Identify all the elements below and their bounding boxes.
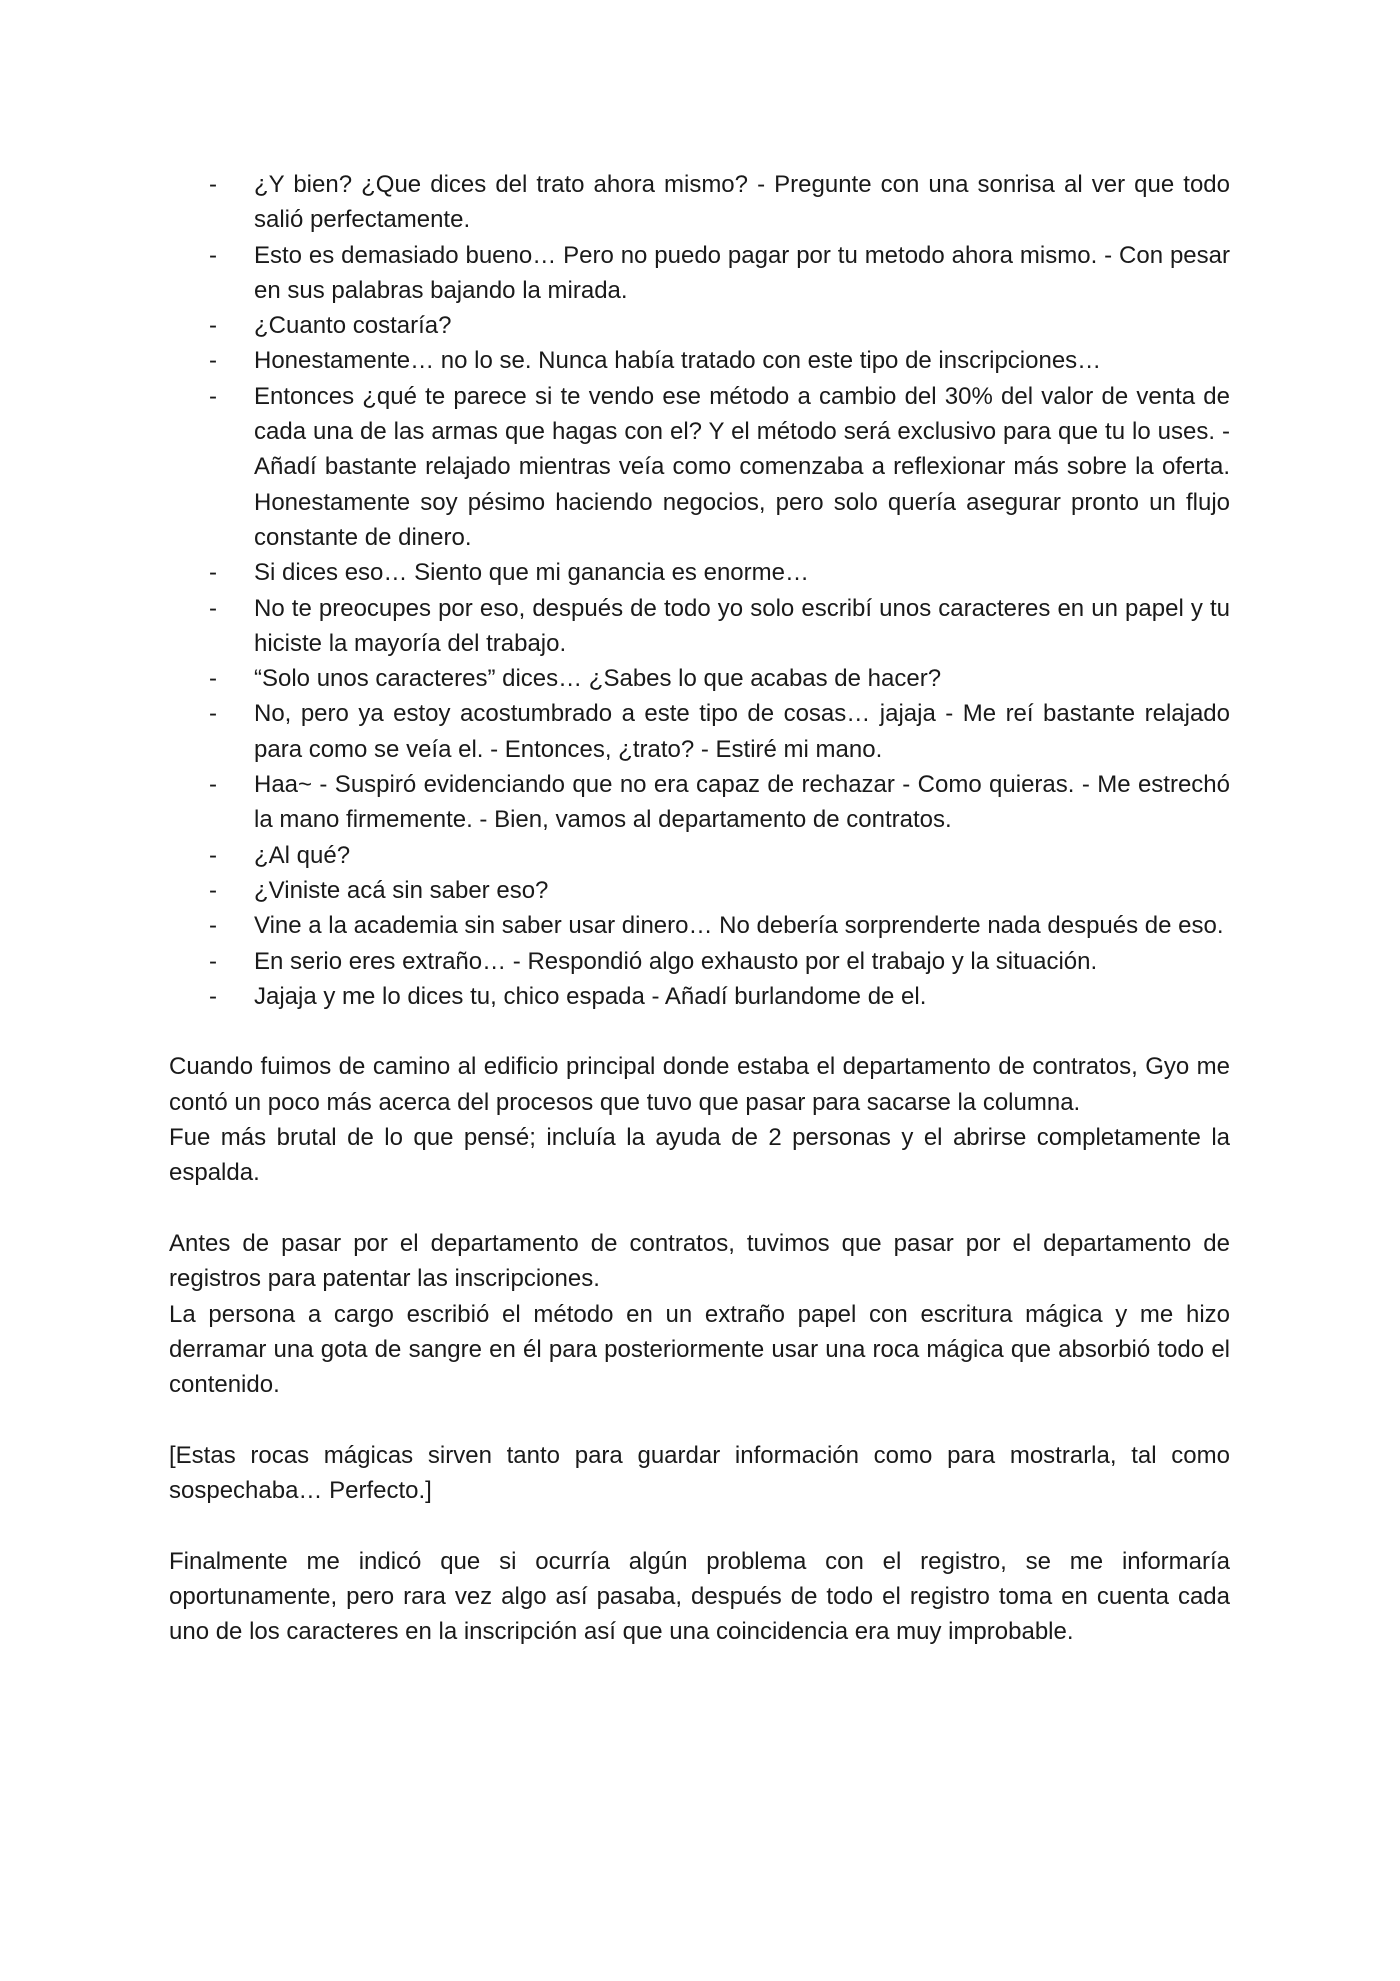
dialogue-line: - Si dices eso… Siento que mi ganancia es enorme… [169,555,1230,590]
narrative-paragraph: Finalmente me indicó que si ocurría algún problema con el registro, se me informaría oportunamente, pero rara vez algo así pasaba, después de todo el registro toma en cuenta cada uno de los caracteres en la inscripción así que una coincidencia era muy improbable. [169,1547,1230,1646]
dialogue-line: - Jajaja y me lo dices tu, chico espada - Añadí burlandome de el. [169,979,1230,1014]
dialogue-line: - Esto es demasiado bueno… Pero no puedo pagar por tu metodo ahora mismo. - Con pesar en sus palabras bajando la mirada. [169,238,1230,309]
paragraph-spacer [169,1014,1230,1049]
dialogue-line: - ¿Y bien? ¿Que dices del trato ahora mismo? - Pregunte con una sonrisa al ver que todo salió perfectamente. [169,167,1230,238]
dialogue-line: - ¿Al qué? [169,838,1230,873]
dialogue-line: - ¿Cuanto costaría? [169,308,1230,343]
narrative-paragraph: [Estas rocas mágicas sirven tanto para guardar información como para mostrarla, tal como sospechaba… Perfecto.] [169,1441,1230,1504]
document-body [169,167,1230,1649]
narrative-paragraph: La persona a cargo escribió el método en un extraño papel con escritura mágica y me hizo derramar una gota de sangre en él para posteriormente usar una roca mágica que absorbió todo el contenido. [169,1300,1230,1399]
dialogue-line: - Honestamente… no lo se. Nunca había tratado con este tipo de inscripciones… [169,343,1230,378]
dialogue-line: - No te preocupes por eso, después de todo yo solo escribí unos caracteres en un papel y tu hiciste la mayoría del trabajo. [169,591,1230,662]
dialogue-line: - “Solo unos caracteres” dices… ¿Sabes lo que acabas de hacer? [169,661,1230,696]
paragraph-spacer [169,1508,1230,1543]
dialogue-line: - ¿Viniste acá sin saber eso? [169,873,1230,908]
paragraph-spacer [169,1191,1230,1226]
narrative-paragraph: Fue más brutal de lo que pensé; incluía la ayuda de 2 personas y el abrirse completamente la espalda. [169,1124,1230,1187]
narrative-paragraph: Antes de pasar por el departamento de contratos, tuvimos que pasar por el departamento de registros para patentar las inscripciones. [169,1229,1230,1293]
dialogue-line: - Haa~ - Suspiró evidenciando que no era capaz de rechazar - Como quieras. - Me estrechó la mano firmemente. - Bien, vamos al departamento de contratos. [169,767,1230,838]
paragraph-spacer [169,1402,1230,1437]
dialogue-list [169,167,1230,1014]
dialogue-line: - En serio eres extraño… - Respondió algo exhausto por el trabajo y la situación. [169,944,1230,979]
narrative-paragraph: Cuando fuimos de camino al edificio principal donde estaba el departamento de contratos, Gyo me contó un poco más acerca del procesos que tuvo que pasar para sacarse la columna. [169,1053,1230,1116]
dialogue-line: - Entonces ¿qué te parece si te vendo ese método a cambio del 30% del valor de venta de cada una de las armas que hagas con el? Y el método será exclusivo para que tu lo uses. - Añadí bastante relajado mientras veía como comenzaba a reflexionar más sobre la oferta. Honestamente soy pésimo haciendo negocios, pero solo quería asegurar pronto un flujo constante de dinero. [169,379,1230,555]
dialogue-line: - Vine a la academia sin saber usar dinero… No debería sorprenderte nada después de eso. [169,908,1230,943]
dialogue-line: - No, pero ya estoy acostumbrado a este tipo de cosas… jajaja - Me reí bastante relajado para como se veía el. - Entonces, ¿trato? - Estiré mi mano. [169,696,1230,767]
